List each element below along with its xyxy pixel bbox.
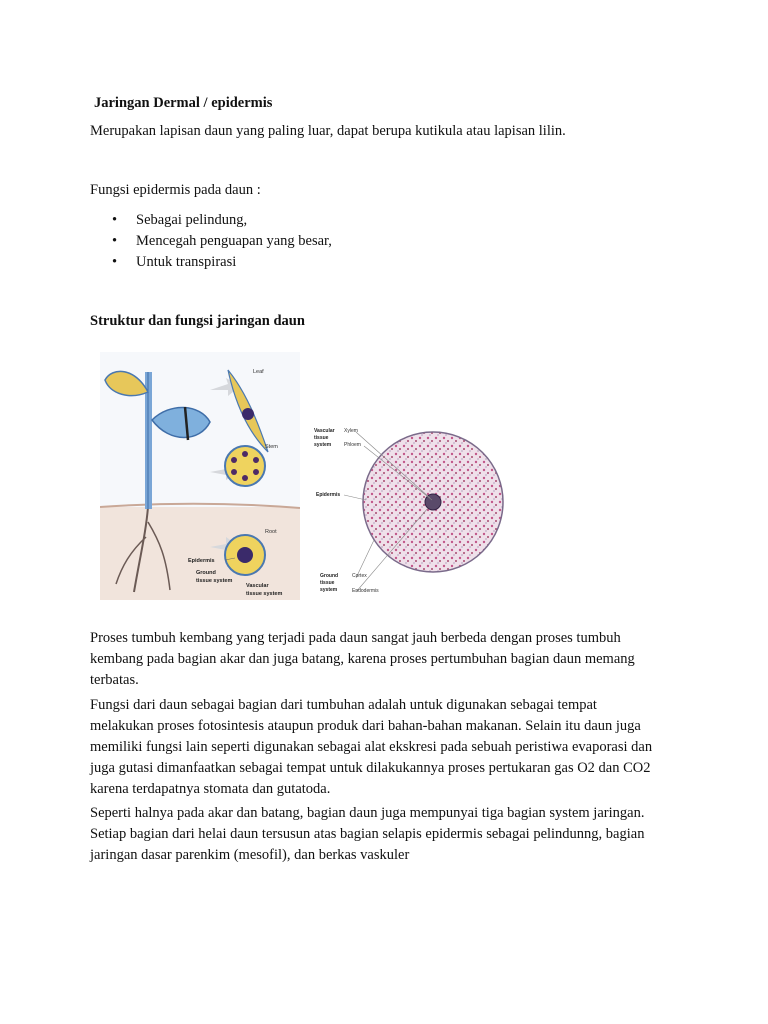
- list-item: • Untuk transpirasi: [90, 252, 332, 273]
- label-epidermis: Epidermis: [188, 558, 215, 564]
- label-cortex: Cortex: [352, 573, 367, 579]
- heading-dermal: Jaringan Dermal / epidermis: [94, 95, 273, 111]
- label-epidermis: Epidermis: [316, 492, 341, 498]
- paragraph-proses: Proses tumbuh kembang yang terjadi pada daun sangat jauh berbeda dengan proses tumbuh kembang pada bagian akar dan juga batang, karena proses pertumbuhan bagian daun memang terbatas.: [90, 630, 635, 688]
- list-item: • Sebagai pelindung,: [90, 210, 332, 231]
- cross-section-figure: [314, 420, 506, 600]
- bullet-list: [90, 210, 332, 273]
- plant-tissue-figure: [100, 352, 300, 600]
- label-root: Root: [265, 529, 277, 535]
- list-item: • Mencegah penguapan yang besar,: [90, 231, 332, 252]
- label-leaf: Leaf: [253, 369, 264, 375]
- bullet-icon: •: [112, 212, 118, 228]
- label-ground-2: tissue system: [196, 578, 233, 584]
- paragraph-intro: Merupakan lapisan daun yang paling luar, dapat berupa kutikula atau lapisan lilin.: [90, 123, 566, 139]
- plant-diagram: [100, 352, 300, 600]
- bullet-icon: •: [112, 254, 118, 270]
- label-stem: Stem: [265, 444, 278, 450]
- paragraph-seperti: Seperti halnya pada akar dan batang, bagian daun juga mempunyai tiga bagian system jaringan. Setiap bagian dari helai daun tersusun atas bagian selapis epidermis sebagai pelindunng, bagian jaringan dasar parenkim (mesofil), dan berkas vaskuler: [90, 805, 645, 863]
- label-phloem: Phloem: [344, 442, 361, 448]
- label-vascular-1: Vascular: [314, 428, 335, 434]
- paragraph-fungsi: Fungsi dari daun sebagai bagian dari tumbuhan adalah untuk digunakan sebagai tempat melakukan proses fotosintesis ataupun produk dari bahan-bahan makanan. Selain itu daun juga memiliki fungsi lain seperti digunakan sebagai alat ekskresi pada sebuah peristiwa evaporasi dan juga gutasi dimanfaatkan sebagai tempat untuk dilakukannya proses pertukaran gas O2 dan CO2 karena terdapatnya stomata dan gutatoda.: [90, 697, 653, 797]
- label-vascular-3: system: [314, 442, 332, 448]
- bullet-icon: •: [112, 233, 118, 249]
- label-vascular-2: tissue system: [246, 591, 283, 597]
- label-vascular-1: Vascular: [246, 583, 269, 589]
- heading-struktur: Struktur dan fungsi jaringan daun: [90, 313, 305, 329]
- label-ground-2: tissue: [320, 580, 335, 586]
- cross-section-diagram: [314, 420, 506, 600]
- label-endodermis: Endodermis: [352, 588, 379, 594]
- label-ground-1: Ground: [196, 570, 216, 576]
- label-ground-1: Ground: [320, 573, 339, 579]
- label-ground-3: system: [320, 587, 338, 593]
- fungsi-title: Fungsi epidermis pada daun :: [90, 182, 261, 198]
- label-xylem: Xylem: [344, 428, 358, 434]
- label-vascular-2: tissue: [314, 435, 329, 441]
